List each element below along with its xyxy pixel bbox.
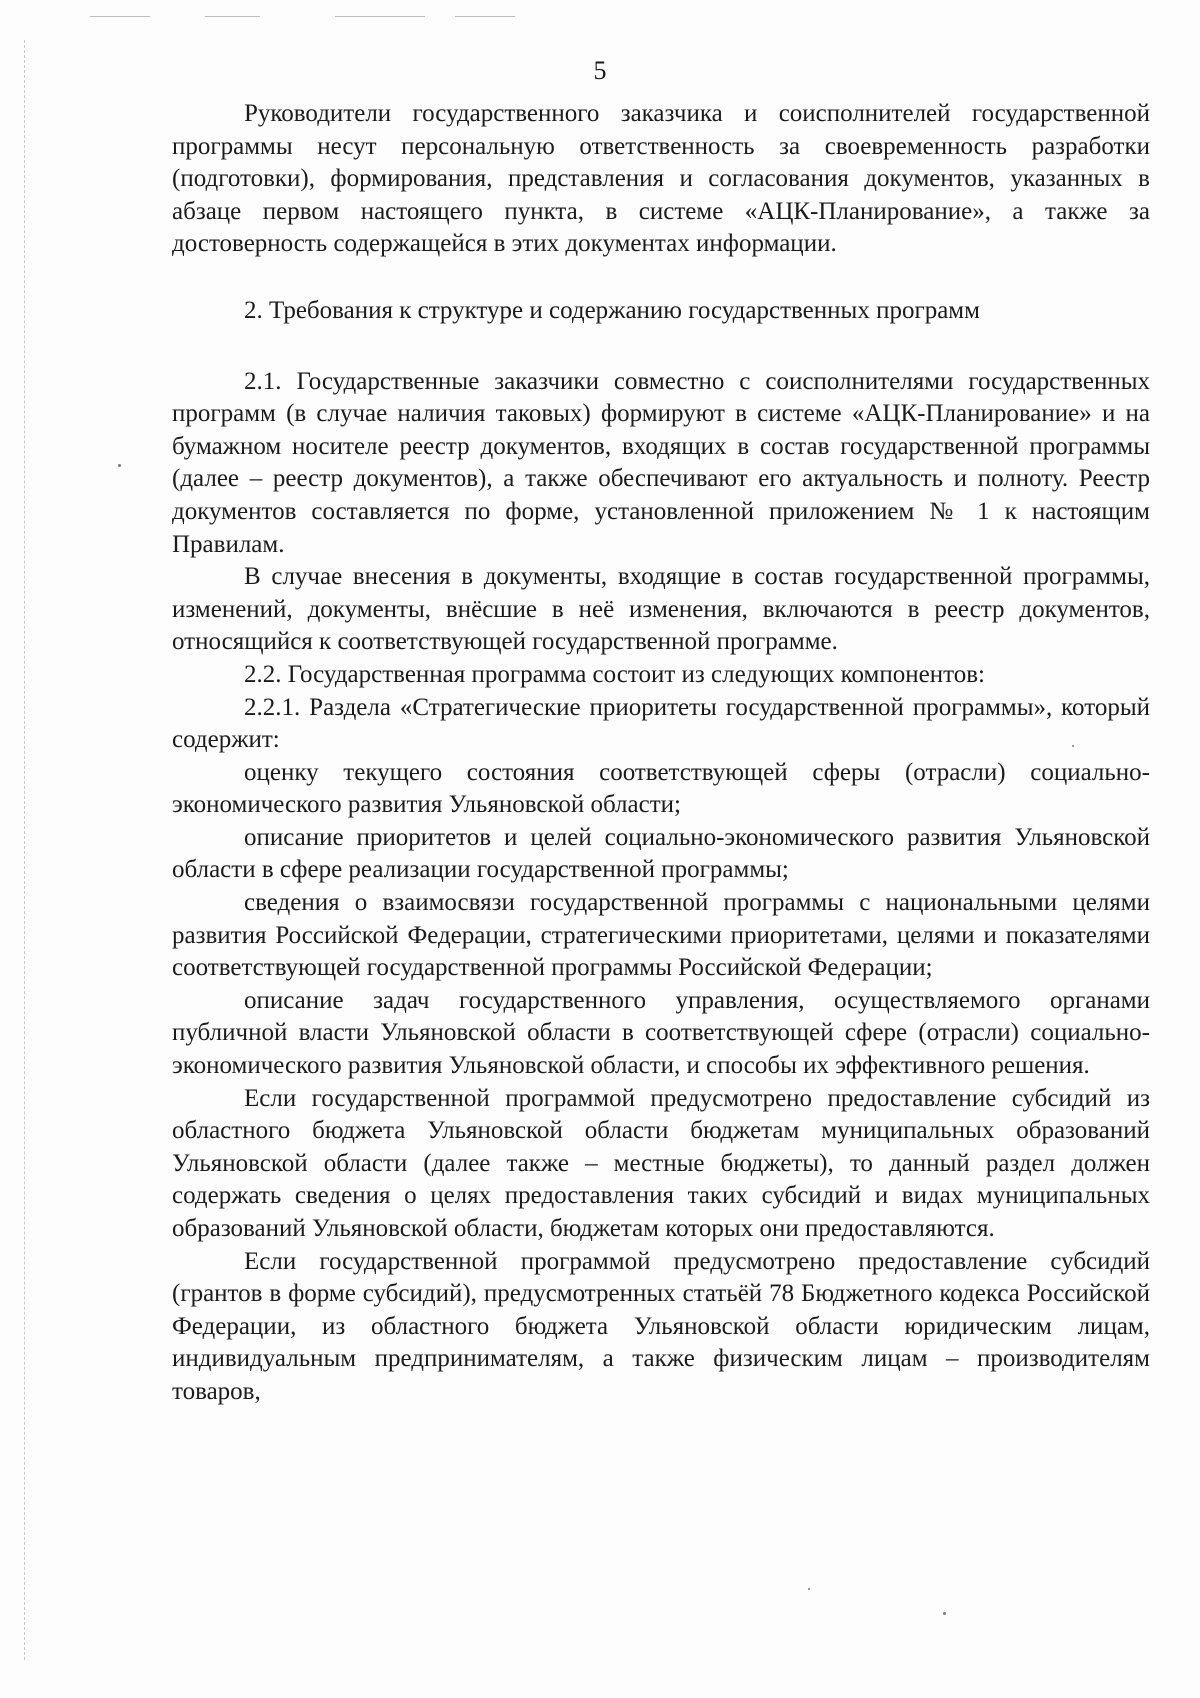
paragraph: 2.1. Государственные заказчики совместно с соисполнителями государственных программ (в случае наличия таковых) формируют в системе «АЦК-Планирование» и на бумажном носителе реестр документов, входящих в состав государственной программы (далее – реестр документов), а также обеспечивают его актуальность и полноту. Реестр документов составляется по форме, установленной приложением № 1 к настоящим Правилам. (172, 367, 1150, 558)
paragraph: В случае внесения в документы, входящие в состав государственной программы, изменений, документы, внёсшие в неё изменения, включаются в реестр документов, относящийся к соответствующей государственной программе. (172, 563, 1150, 656)
scan-top-mark (205, 16, 260, 18)
scan-speck (808, 1588, 810, 1590)
paragraph: оценку текущего состояния соответствующей сферы (отрасли) социально-экономического развития Ульяновской области; (172, 758, 1150, 819)
paragraph: описание задач государственного управления, осуществляемого органами публичной власти Ульяновской области в соответствующей сфере (отрасли) социально-экономического развития Ульяновской области, и способы их эффективного решения. (172, 986, 1150, 1080)
paragraph: Руководители государственного заказчика и соисполнителей государственной программы несут персональную ответственность за своевременность разработки (подготовки), формирования, представления и согласования документов, указанных в абзаце первом настоящего пункта, в системе «АЦК-Планирование», а также за достоверность содержащейся в этих документах информации. (172, 100, 1150, 258)
paragraph: Если государственной программой предусмотрено предоставление субсидий из областного бюджета Ульяновской области бюджетам муниципальных образований Ульяновской области (далее также – местные бюджеты), то данный раздел должен содержать сведения о целях предоставления таких субсидий и видах муниципальных образований Ульяновской области, бюджетам которых они предоставляются. (172, 1084, 1150, 1242)
scan-speck (1072, 745, 1074, 747)
scan-speck (118, 464, 121, 467)
scan-top-mark (455, 16, 515, 18)
paragraph: сведения о взаимосвязи государственной программы с национальными целями развития Российской Федерации, стратегическими приоритетами, целями и показателями соответствующей государственной программы Российской Федерации; (172, 889, 1150, 982)
page-number: 5 (593, 56, 607, 85)
document-body (172, 98, 1150, 1409)
scan-speck (943, 1612, 946, 1615)
section-heading: 2. Требования к структуре и содержанию государственных программ (244, 296, 980, 324)
scan-top-mark (335, 16, 425, 18)
paragraph: 2.2.1. Раздела «Стратегические приоритеты государственной программы», который содержит: (172, 693, 1150, 754)
paragraph: 2.2. Государственная программа состоит из следующих компонентов: (244, 660, 985, 688)
scan-top-mark (90, 16, 150, 18)
paragraph: Если государственной программой предусмотрено предоставление субсидий (грантов в форме субсидий), предусмотренных статьёй 78 Бюджетного кодекса Российской Федерации, из областного бюджета Ульяновской области юридическим лицам, индивидуальным предпринимателям, а также физическим лицам – производителям товаров, (172, 1247, 1150, 1405)
scan-edge-line (24, 40, 26, 1660)
paragraph: описание приоритетов и целей социально-экономического развития Ульяновской области в сфере реализации государственной программы; (172, 823, 1150, 884)
